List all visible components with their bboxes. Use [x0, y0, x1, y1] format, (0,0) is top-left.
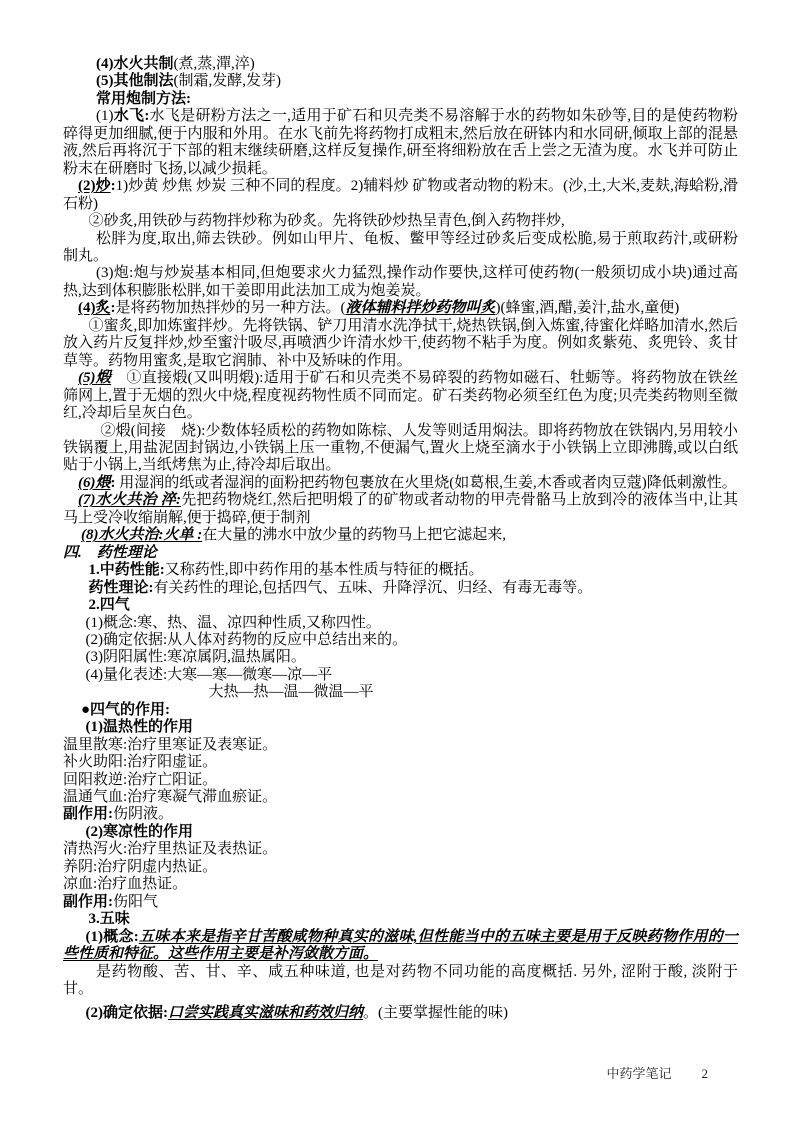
- paragraph: [63, 56, 738, 73]
- text-run: (2)炒: [78, 178, 111, 195]
- text-run: 先把药物烧红,然后把明煅了的矿物或者动物的甲壳骨骼马上放到冷的液体当中,让其马上受冷收缩崩解,便于捣碎,便于制剂: [63, 492, 738, 526]
- paragraph: [63, 213, 738, 230]
- paragraph: [63, 806, 738, 823]
- text-run: (4)水火共制: [96, 56, 174, 72]
- paragraph: [63, 754, 738, 771]
- text-run: 伤阴液。: [113, 806, 174, 823]
- paragraph: [63, 964, 738, 999]
- paragraph: [63, 859, 738, 876]
- text-run: (8)水火共治:火单 :: [81, 527, 203, 544]
- text-run: 1.中药性能:: [88, 562, 165, 579]
- paragraph: [63, 667, 738, 684]
- text-run: (4)量化表述:大寒—寒—微寒—凉—平: [85, 666, 333, 683]
- text-run: 有关药性的理论,包括四气、五味、升降浮沉、归经、有毒无毒等。: [153, 579, 593, 596]
- paragraph: [63, 789, 738, 806]
- text-run: 又称药性,即中药作用的基本性质与特征的概括。: [164, 562, 484, 579]
- text-run: 大热—热—温—微温—平: [208, 684, 374, 701]
- text-run: 用湿润的纸或者湿润的面粉把药物包裹放在火里烧(如葛根,生姜,木香或者肉豆蔻)降低刺激性。: [115, 474, 737, 491]
- text-run: (1)温热性的作用: [85, 719, 193, 736]
- text-run: 凉血:治疗血热证。: [63, 876, 188, 893]
- paragraph: [63, 318, 738, 370]
- paragraph: [63, 772, 738, 789]
- text-run: 药性理论:: [88, 579, 154, 596]
- text-run: (2)寒凉性的作用: [85, 823, 193, 840]
- paragraph: [63, 231, 738, 266]
- text-run: ②砂炙,用铁砂与药物拌炒称为砂炙。先将铁砂炒热呈青色,倒入药物拌炒,: [88, 213, 565, 230]
- paragraph: [63, 527, 738, 544]
- paragraph: [63, 737, 738, 754]
- paragraph: [63, 545, 738, 562]
- text-run: (2)确定依据:从人体对药物的反应中总结出来的。: [85, 631, 408, 648]
- text-run: 2.四气: [88, 597, 130, 614]
- text-run: (制霜,发酵,发芽): [173, 73, 281, 90]
- paragraph: [63, 719, 738, 736]
- paragraph: [63, 929, 738, 964]
- text-run: 液体辅料拌炒药物叫炙: [345, 300, 496, 317]
- text-run: 口尝实践真实滋味和药效归纳: [168, 1005, 364, 1022]
- text-run: :: [110, 178, 116, 195]
- page-number: 2: [701, 1066, 708, 1081]
- text-run: 五味本来是指辛甘苦酸咸物种真实的滋味,但性能当中的五味主要是用于反映药物作用的一些性质和特征。这些作用主要是补泻敛散方面。: [63, 928, 738, 963]
- text-run: 养阴:治疗阴虚内热证。: [63, 858, 218, 875]
- text-run: 温里散寒:治疗里寒证及表寒证。: [63, 736, 278, 753]
- paragraph: [63, 108, 738, 178]
- paragraph: [63, 300, 738, 317]
- text-run: (7)水火共治 淬:: [78, 492, 181, 509]
- text-run: 是药物酸、苦、甘、辛、咸五种味道, 也是对药物不同功能的高度概括. 另外, 涩附于酸, 淡附于甘。: [63, 963, 738, 998]
- paragraph: [63, 632, 738, 649]
- text-run: 清热泻火:治疗里热证及表热证。: [63, 841, 278, 858]
- paragraph: [63, 702, 738, 719]
- text-run: 副作用:: [63, 893, 113, 910]
- text-run: (3)炮:炮与炒炭基本相同,但炮要求火力猛烈,操作动作要快,这样可使药物(一般须切成小块)通过高热,达到体积膨胀松胖,如干姜即用此法加工成为炮姜炭。: [63, 265, 738, 299]
- paragraph: [63, 73, 738, 90]
- text-run: (4)炙: [78, 300, 111, 317]
- paragraph: [63, 894, 738, 911]
- paragraph: [63, 178, 738, 213]
- paragraph: [63, 91, 738, 108]
- text-run: 温通气血:治疗寒凝气滞血瘀证。: [63, 789, 278, 806]
- text-run: (1)概念:寒、热、温、凉四种性质,又称四性。: [85, 614, 381, 631]
- text-run: )(蜂蜜,酒,醋,姜汁,盐水,童便): [495, 300, 680, 317]
- text-run: (1)概念:: [85, 928, 139, 945]
- text-run: ②煅(间接 烧):少数体轻质松的药物如陈棕、人发等则适用焖法。即将药物放在铁锅内,另用较小铁锅覆上,用盐泥固封锅边,小铁锅上压一重物,不便漏气,置火上烧至滴水于小铁锅上立即沸腾,或以白纸贴于小锅上,当纸烤焦为止,待冷却后取出。: [63, 422, 738, 474]
- text-run: ●四气的作用:: [81, 701, 171, 718]
- text-run: 回阳救逆:治疗亡阳证。: [63, 771, 218, 788]
- text-run: :: [110, 474, 116, 491]
- text-run: 补火助阳:治疗阳虚证。: [63, 754, 218, 771]
- text-run: ①直接煅(又叫明煅):适用于矿石和贝壳类不易碎裂的药物如磁石、牡蛎等。将药物放在铁丝筛网上,置于无烟的烈火中烧,程度视药物性质不同而定。矿石类药物必须至红色为度;贝壳类药物则至微红,冷却后呈灰白色。: [63, 370, 738, 422]
- text-run: 水飞:: [113, 108, 150, 125]
- text-run: (5)煅: [78, 370, 112, 387]
- paragraph: [63, 597, 738, 614]
- text-run: 伤阳气: [113, 893, 159, 910]
- paragraph: [63, 911, 738, 928]
- text-run: (煮,蒸,潬,淬): [173, 56, 255, 72]
- text-run: 3.五味: [88, 911, 130, 928]
- paragraph: [63, 423, 738, 475]
- paragraph: [63, 876, 738, 893]
- paragraph: [63, 580, 738, 597]
- text-run: 水飞是研粉方法之一,适用于矿石和贝壳类不易溶解于水的药物如朱砂等,目的是使药物粉碎得更加细腻,便于内服和外用。在水飞前先将药物打成粗末,然后放在研钵内和水同研,倾取上部的混悬液,然后再将沉于下部的粗末继续研磨,这样反复操作,研至将细粉放在舌上尝之无渣为度。水飞并可防止粉末在研磨时飞扬,以减少损耗。: [63, 108, 738, 177]
- text-run: 四. 药性理论: [63, 544, 157, 561]
- footer-doc-title: 中药学笔记: [606, 1066, 672, 1081]
- paragraph: [63, 824, 738, 841]
- text-run: 在大量的沸水中放少量的药物马上把它滤起来,: [202, 527, 506, 544]
- text-run: 松胖为度,取出,筛去铁砂。例如山甲片、龟板、鳖甲等经过砂炙后变成松脆,易于煎取药汁,或研粉制丸。: [63, 230, 738, 264]
- paragraph: [63, 492, 738, 527]
- text-run: (5)其他制法: [96, 73, 174, 90]
- document-body: [63, 56, 738, 1023]
- paragraph: [63, 1005, 738, 1022]
- paragraph: [63, 841, 738, 858]
- text-run: ①蜜炙,即加炼蜜拌炒。先将铁锅、铲刀用清水洗净拭干,烧热铁锅,倒入炼蜜,待蜜化烊略加清水,然后放入药片反复拌炒,炒至蜜汁吸尽,再喷洒少许清水炒干,使药物不粘手为度。例如炙紫苑、炙兜铃、炙甘草等。药物用蜜炙,是取它润肺、补中及矫味的作用。: [63, 317, 738, 369]
- paragraph: [63, 684, 738, 701]
- text-run: (1): [96, 108, 114, 125]
- text-run: 1)炒黄 炒焦 炒炭 三种不同的程度。2)辅料炒 矿物或者动物的粉末。(沙,土,大米,麦麸,海蛤粉,滑石粉): [63, 178, 738, 212]
- text-run: 常用炮制方法:: [96, 90, 191, 107]
- paragraph: [63, 370, 738, 422]
- page-footer: [63, 1063, 708, 1082]
- text-run: (6)煨: [78, 474, 111, 491]
- paragraph: [63, 649, 738, 666]
- text-run: 。(主要掌握性能的味): [363, 1005, 509, 1022]
- text-run: (2)确定依据:: [85, 1005, 168, 1022]
- paragraph: [63, 562, 738, 579]
- paragraph: [63, 475, 738, 492]
- text-run: 副作用:: [63, 806, 113, 823]
- text-run: :: [110, 300, 116, 317]
- text-run: 是将药物加热拌炒的另一种方法。(: [115, 300, 346, 317]
- paragraph: [63, 615, 738, 632]
- paragraph: [63, 265, 738, 300]
- text-run: (3)阴阳属性:寒凉属阴,温热属阳。: [85, 649, 306, 666]
